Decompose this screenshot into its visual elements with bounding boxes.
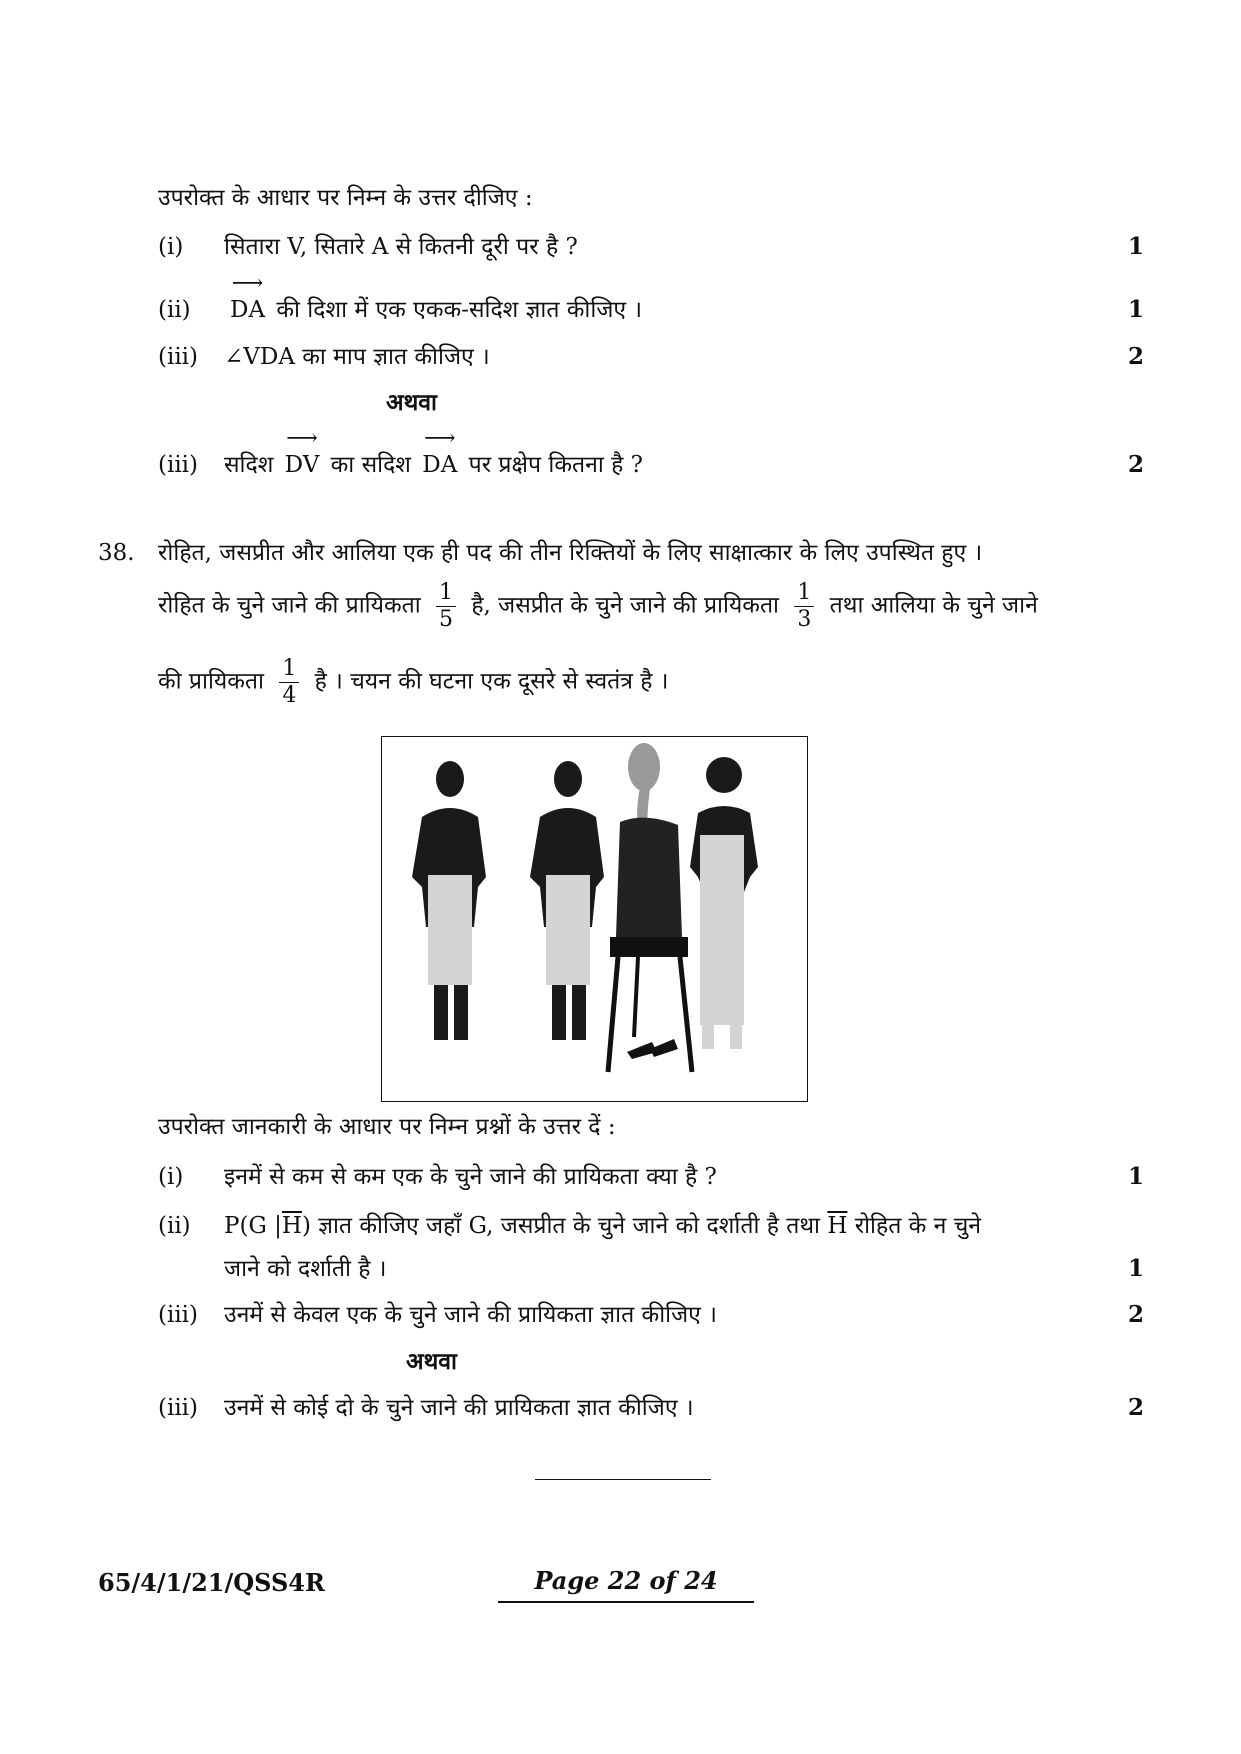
man-figure-left bbox=[412, 761, 486, 1040]
q38-part-iii-text: उनमें से केवल एक के चुने जाने की प्रायिकता ज्ञात कीजिए । bbox=[224, 1302, 717, 1328]
q38-part-ii-number: (ii) bbox=[158, 1213, 191, 1239]
q37-part-i-number: (i) bbox=[158, 234, 184, 260]
vector-da: ⟶ DA bbox=[422, 426, 458, 478]
man-figure-middle bbox=[530, 761, 604, 1040]
h-complement: $\overline{H}$ bbox=[281, 1213, 302, 1239]
q37-intro: उपरोक्त के आधार पर निम्न के उत्तर दीजिए : bbox=[158, 185, 533, 211]
q37-part-ii-number: (ii) bbox=[158, 297, 191, 323]
q38-or-label: अथवा bbox=[406, 1348, 458, 1375]
interview-candidates-illustration bbox=[381, 736, 808, 1102]
q38-alt-text: उनमें से कोई दो के चुने जाने की प्रायिकता ज्ञात कीजिए । bbox=[224, 1395, 694, 1421]
q37-part-i-text: सितारा V, सितारे A से कितनी दूरी पर है ? bbox=[224, 234, 578, 260]
empty-chair-figure bbox=[608, 743, 692, 1072]
q37-part-iii-marks: 2 bbox=[1128, 343, 1145, 370]
vector-dv: ⟶ DV bbox=[284, 426, 320, 478]
q38-part-ii-text: P(G $|\overline{H}$) ज्ञात कीजिए जहाँ G, जसप्रीत के चुने जाने को दर्शाती है तथा $\overline{H}$ रोहित के न चुने bbox=[224, 1213, 982, 1239]
q37-alt-text: सदिश ⟶ DV का सदिश ⟶ DA पर प्रक्षेप कितना है ? bbox=[224, 426, 643, 478]
q38-number: 38. bbox=[98, 540, 135, 566]
fraction-one-fourth: $\frac{1}{4}$ bbox=[279, 656, 299, 709]
vector-da: ⟶ DA bbox=[230, 271, 266, 323]
q37-part-ii-text: ⟶ DA की दिशा में एक एकक-सदिश ज्ञात कीजिए । bbox=[230, 271, 643, 323]
q37-or-label: अथवा bbox=[386, 389, 438, 416]
q37-part-iii-text: ∠VDA का माप ज्ञात कीजिए । bbox=[224, 344, 490, 370]
q38-part-i-marks: 1 bbox=[1128, 1163, 1145, 1190]
q38-line2: रोहित के चुने जाने की प्रायिकता $\frac{1}{5}$ है, जसप्रीत के चुने जाने की प्रायिकता $\frac{1}{3}$ तथा आलिया के चुने जाने bbox=[158, 580, 1038, 632]
q38-part-ii-line2: जाने को दर्शाती है । bbox=[224, 1256, 387, 1282]
fraction-one-third: $\frac{1}{3}$ bbox=[794, 580, 814, 633]
q37-part-i-marks: 1 bbox=[1128, 233, 1145, 260]
q37-part-ii-marks: 1 bbox=[1128, 296, 1145, 323]
q38-part-iii-marks: 2 bbox=[1128, 1301, 1145, 1328]
q37-alt-number: (iii) bbox=[158, 452, 199, 478]
q38-part-i-text: इनमें से कम से कम एक के चुने जाने की प्रायिकता क्या है ? bbox=[224, 1164, 717, 1190]
q38-alt-marks: 2 bbox=[1128, 1394, 1145, 1421]
q38-part-i-number: (i) bbox=[158, 1164, 184, 1190]
q37-alt-marks: 2 bbox=[1128, 451, 1145, 478]
q38-alt-number: (iii) bbox=[158, 1395, 199, 1421]
q38-part-ii-marks: 1 bbox=[1128, 1255, 1145, 1282]
q37-part-iii-number: (iii) bbox=[158, 344, 199, 370]
q38-part-iii-number: (iii) bbox=[158, 1302, 199, 1328]
end-separator bbox=[535, 1479, 711, 1480]
paper-code: 65/4/1/21/QSS4R bbox=[98, 1568, 325, 1597]
fraction-one-fifth: $\frac{1}{5}$ bbox=[436, 580, 456, 633]
q38-intro: उपरोक्त जानकारी के आधार पर निम्न प्रश्नों के उत्तर दें : bbox=[158, 1114, 616, 1140]
woman-figure-right bbox=[690, 757, 758, 1049]
page-number: Page 22 of 24 bbox=[498, 1566, 754, 1603]
q38-line3: की प्रायिकता $\frac{1}{4}$ है । चयन की घटना एक दूसरे से स्वतंत्र है । bbox=[158, 656, 669, 708]
h-complement: $\overline{H}$ bbox=[827, 1213, 848, 1239]
q38-line1: रोहित, जसप्रीत और आलिया एक ही पद की तीन रिक्तियों के लिए साक्षात्कार के लिए उपस्थित हुए । bbox=[158, 540, 983, 566]
